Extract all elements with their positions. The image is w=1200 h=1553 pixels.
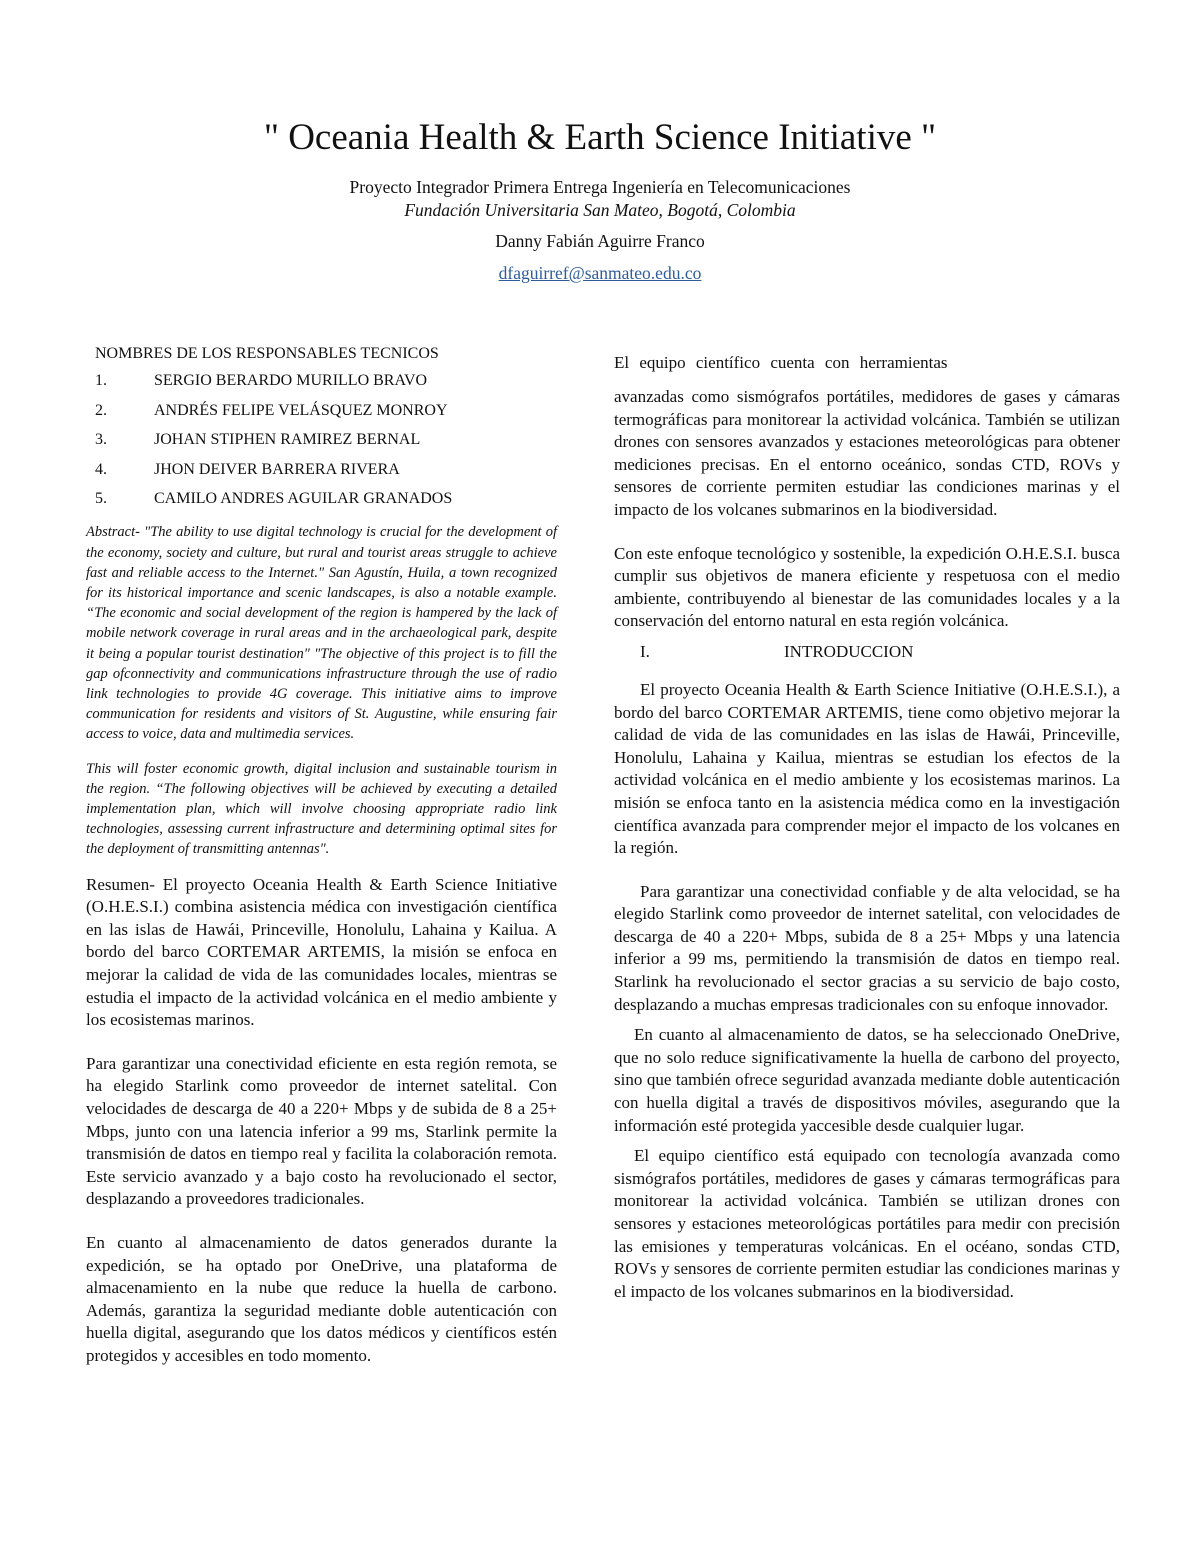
responsable-name: ANDRÉS FELIPE VELÁSQUEZ MONROY (154, 401, 448, 419)
left-column (86, 343, 557, 1368)
author-email-link[interactable]: dfaguirref@sanmateo.edu.co (498, 263, 702, 283)
list-number: 1. (95, 372, 107, 389)
list-number: 5. (95, 490, 107, 508)
responsable-name: JHON DEIVER BARRERA RIVERA (154, 460, 400, 478)
responsable-name: JOHAN STIPHEN RAMIREZ BERNAL (154, 431, 421, 449)
paper-title: " Oceania Health & Earth Science Initiative " (263, 117, 937, 158)
abstract-paragraph-2: This will foster economic growth, digital inclusion and sustainable tourism in the region. “The following objectives will be achieved by executing a detailed implementation plan, which will involve choosing appropriate radio link technologies, assessing current infrastructure and determining optimal sites for the deployment of transmitting antennas". (86, 760, 557, 858)
intro-paragraph-4: El equipo científico está equipado con tecnología avanzada como sismógrafos portátiles, medidores de gases y cámaras termográficas para monitorear la actividad volcánica. También se utilizan drones con sensores y estaciones meteorológicas portátiles para medir con precisión las emisiones y temperaturas volcánicas. En el océano, sondas CTD, ROVs y sensores de corriente permiten estudiar las condiciones marinas y el impacto de los volcanes submarinos en la biodiversidad. (614, 1146, 1120, 1301)
author-name: Danny Fabián Aguirre Franco (495, 231, 705, 251)
list-item (86, 459, 557, 481)
list-item (86, 400, 557, 422)
author-email-line (0, 261, 1200, 285)
section-heading (614, 641, 1120, 665)
responsables-heading: NOMBRES DE LOS RESPONSABLES TECNICOS (95, 345, 439, 362)
list-item (86, 429, 557, 451)
right-column (614, 343, 1120, 1303)
paragraph-equipment: avanzadas como sismógrafos portátiles, medidores de gases y cámaras termográficas para monitorear la actividad volcánica. También se utilizan drones con sensores avanzados y estaciones meteorológicas para obtener mediciones precisas. En el entorno oceánico, sondas CTD, ROVs y sensores de corriente permiten estudiar las condiciones marinas y el impacto de los volcanes submarinos en la biodiversidad. (614, 387, 1120, 519)
paragraph-approach: Con este enfoque tecnológico y sostenible, la expedición O.H.E.S.I. busca cumplir sus objetivos de manera eficiente y respetuosa con el medio ambiente, contribuyendo al bienestar de las comunidades locales y a la conservación del entorno natural en esta región volcánica. (614, 543, 1120, 631)
list-number: 2. (95, 401, 107, 419)
intro-paragraph-2: Para garantizar una conectividad confiable y de alta velocidad, se ha elegido Starlink como proveedor de internet satelital, con velocidades de descarga de 40 a 220+ Mbps, subida de 8 a 25+ Mbps y una latencia inferior a 99 ms, permitiendo la transmisión de datos en tiempo real. Starlink ha revolucionado el sector gracias a su servicio de bajo costo, desplazando a muchas empresas tradicionales con su enfoque innovador. (614, 881, 1120, 1014)
institution: Fundación Universitaria San Mateo, Bogotá, Colombia (404, 200, 796, 220)
paper-subtitle: Proyecto Integrador Primera Entrega Ingeniería en Telecomunicaciones (349, 177, 851, 197)
abstract-paragraph-1: Abstract- "The ability to use digital technology is crucial for the development of the economy, society and culture, but rural and tourist areas struggle to achieve fast and reliable access to the Internet." San Agustín, Huila, a town recognized for its historical importance and scenic landscapes, is also a notable example. “The economic and social development of the region is hampered by the lack of mobile network coverage in rural areas and in the archaeological park, despite it being a popular tourist destination" "The objective of this project is to fill the gap ofconnectivity and communications infrastructure through the use of radio link technologies to provide 4G coverage. This initiative aims to improve communication for residents and visitors of St. Augustine, while ensuring fair access to voice, data and multimedia services. (86, 524, 557, 743)
list-item (86, 370, 557, 392)
section-number: I. (640, 641, 650, 661)
intro-paragraph-3: En cuanto al almacenamiento de datos, se ha seleccionado OneDrive, que no solo reduce significativamente la huella de carbono del proyecto, sino que también ofrece seguridad avanzada mediante doble autenticación con huella digital a través de dispositivos móviles, asegurando que la información esté protegida yaccesible desde cualquier lugar. (614, 1025, 1120, 1135)
resumen-paragraph-2: Para garantizar una conectividad eficiente en esta región remota, se ha elegido Starlink como proveedor de internet satelital. Con velocidades de descarga de 40 a 220+ Mbps y de subida de 8 a 25+ Mbps, junto con una latencia inferior a 99 ms, Starlink permite la transmisión de datos en tiempo real y facilita la colaboración remota. Este servicio avanzado y a bajo costo ha revolucionado el sector, desplazando a proveedores tradicionales. (86, 1053, 557, 1209)
list-item (86, 488, 557, 510)
list-number: 3. (95, 431, 107, 449)
intro-paragraph-1: El proyecto Oceania Health & Earth Science Initiative (O.H.E.S.I.), a bordo del barco CORTEMAR ARTEMIS, tiene como objetivo mejorar la calidad de vida de las comunidades en las islas de Hawái, Princeville, Honolulu, Lahaina y Kailua, mientras se estudian los efectos de la actividad volcánica en el medio ambiente y los ecosistemas marinos. La misión se enfoca tanto en la asistencia médica como en la investigación científica avanzada para comprender mejor el impacto de los volcanes en la región. (614, 679, 1120, 858)
responsables-list (86, 370, 557, 510)
list-number: 4. (95, 460, 107, 478)
responsable-name: CAMILO ANDRES AGUILAR GRANADOS (154, 490, 453, 508)
resumen-paragraph-3: En cuanto al almacenamiento de datos generados durante la expedición, se ha optado por OneDrive, una plataforma de almacenamiento en la nube que reduce la huella de carbono. Además, garantiza la seguridad mediante doble autenticación con huella digital, asegurando que los datos médicos y científicos estén protegidos y accesibles en todo momento. (86, 1232, 557, 1365)
column-first-line: El equipo científico cuenta con herramientas (614, 353, 948, 372)
resumen-paragraph-1: Resumen- El proyecto Oceania Health & Earth Science Initiative (O.H.E.S.I.) combina asistencia médica con investigación científica en las islas de Hawái, Princeville, Honolulu, Lahaina y Kailua. A bordo del barco CORTEMAR ARTEMIS, la misión se enfoca en mejorar la calidad de vida de las comunidades locales, mientras se estudia el impacto de la actividad volcánica en el medio ambiente y los ecosistemas marinos. (86, 874, 557, 1030)
responsable-name: SERGIO BERARDO MURILLO BRAVO (154, 372, 428, 389)
section-title: INTRODUCCION (784, 641, 914, 661)
